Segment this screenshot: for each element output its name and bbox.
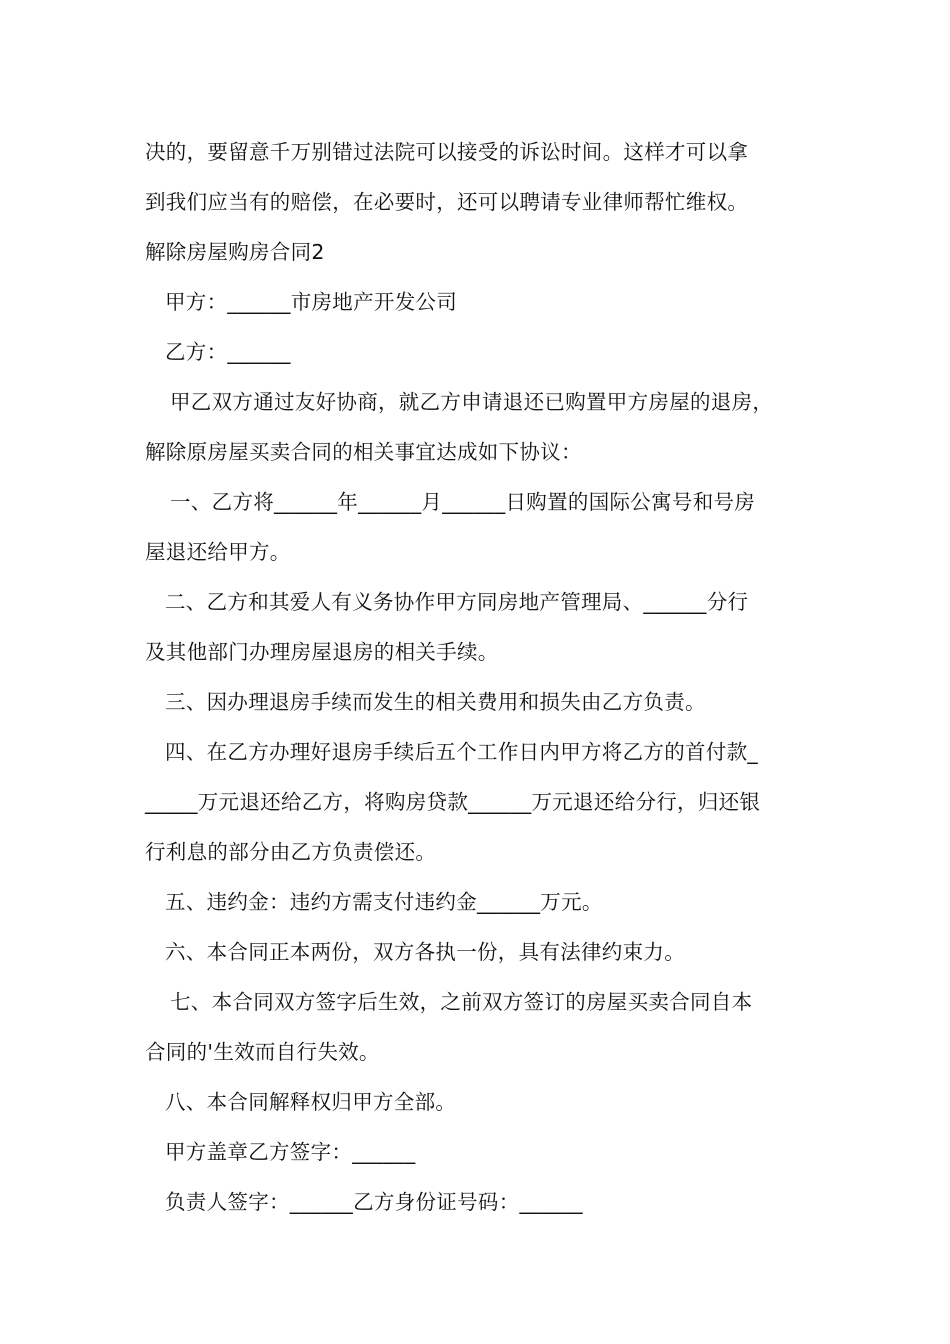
clause-line: 五、违约金：违约方需支付违约金______万元。	[165, 890, 603, 914]
party-a-line: 甲方：______市房地产开发公司	[165, 290, 458, 314]
clause-line: _____万元退还给乙方，将购房贷款______万元退还给分行，归还银	[145, 790, 761, 814]
clause-line: 八、本合同解释权归甲方全部。	[165, 1090, 457, 1114]
signature-line: 甲方盖章乙方签字：______	[165, 1140, 416, 1164]
clause-line: 合同的'生效而自行失效。	[145, 1040, 380, 1064]
paragraph-line: 解除原房屋买卖合同的相关事宜达成如下协议：	[145, 440, 582, 464]
clause-line: 七、本合同双方签字后生效，之前双方签订的房屋买卖合同自本	[170, 990, 753, 1014]
paragraph-line: 决的，要留意千万别错过法院可以接受的诉讼时间。这样才可以拿	[145, 140, 749, 164]
signature-line: 负责人签字：______乙方身份证号码：______	[165, 1190, 583, 1214]
clause-line: 屋退还给甲方。	[145, 540, 291, 564]
clause-line: 及其他部门办理房屋退房的相关手续。	[145, 640, 499, 664]
clause-line: 六、本合同正本两份，双方各执一份，具有法律约束力。	[165, 940, 685, 964]
clause-line: 一、乙方将______年______月______日购置的国际公寓号和号房	[170, 490, 756, 514]
paragraph-line: 甲乙双方通过友好协商，就乙方申请退还已购置甲方房屋的退房，	[170, 390, 774, 414]
clause-line: 行利息的部分由乙方负责偿还。	[145, 840, 437, 864]
clause-line: 二、乙方和其爱人有义务协作甲方同房地产管理局、______分行	[165, 590, 749, 614]
section-title: 解除房屋购房合同2	[145, 240, 325, 264]
clause-line: 三、因办理退房手续而发生的相关费用和损失由乙方负责。	[165, 690, 706, 714]
party-b-line: 乙方：______	[165, 340, 291, 364]
paragraph-line: 到我们应当有的赔偿，在必要时，还可以聘请专业律师帮忙维权。	[145, 190, 749, 214]
clause-line: 四、在乙方办理好退房手续后五个工作日内甲方将乙方的首付款_	[165, 740, 758, 764]
